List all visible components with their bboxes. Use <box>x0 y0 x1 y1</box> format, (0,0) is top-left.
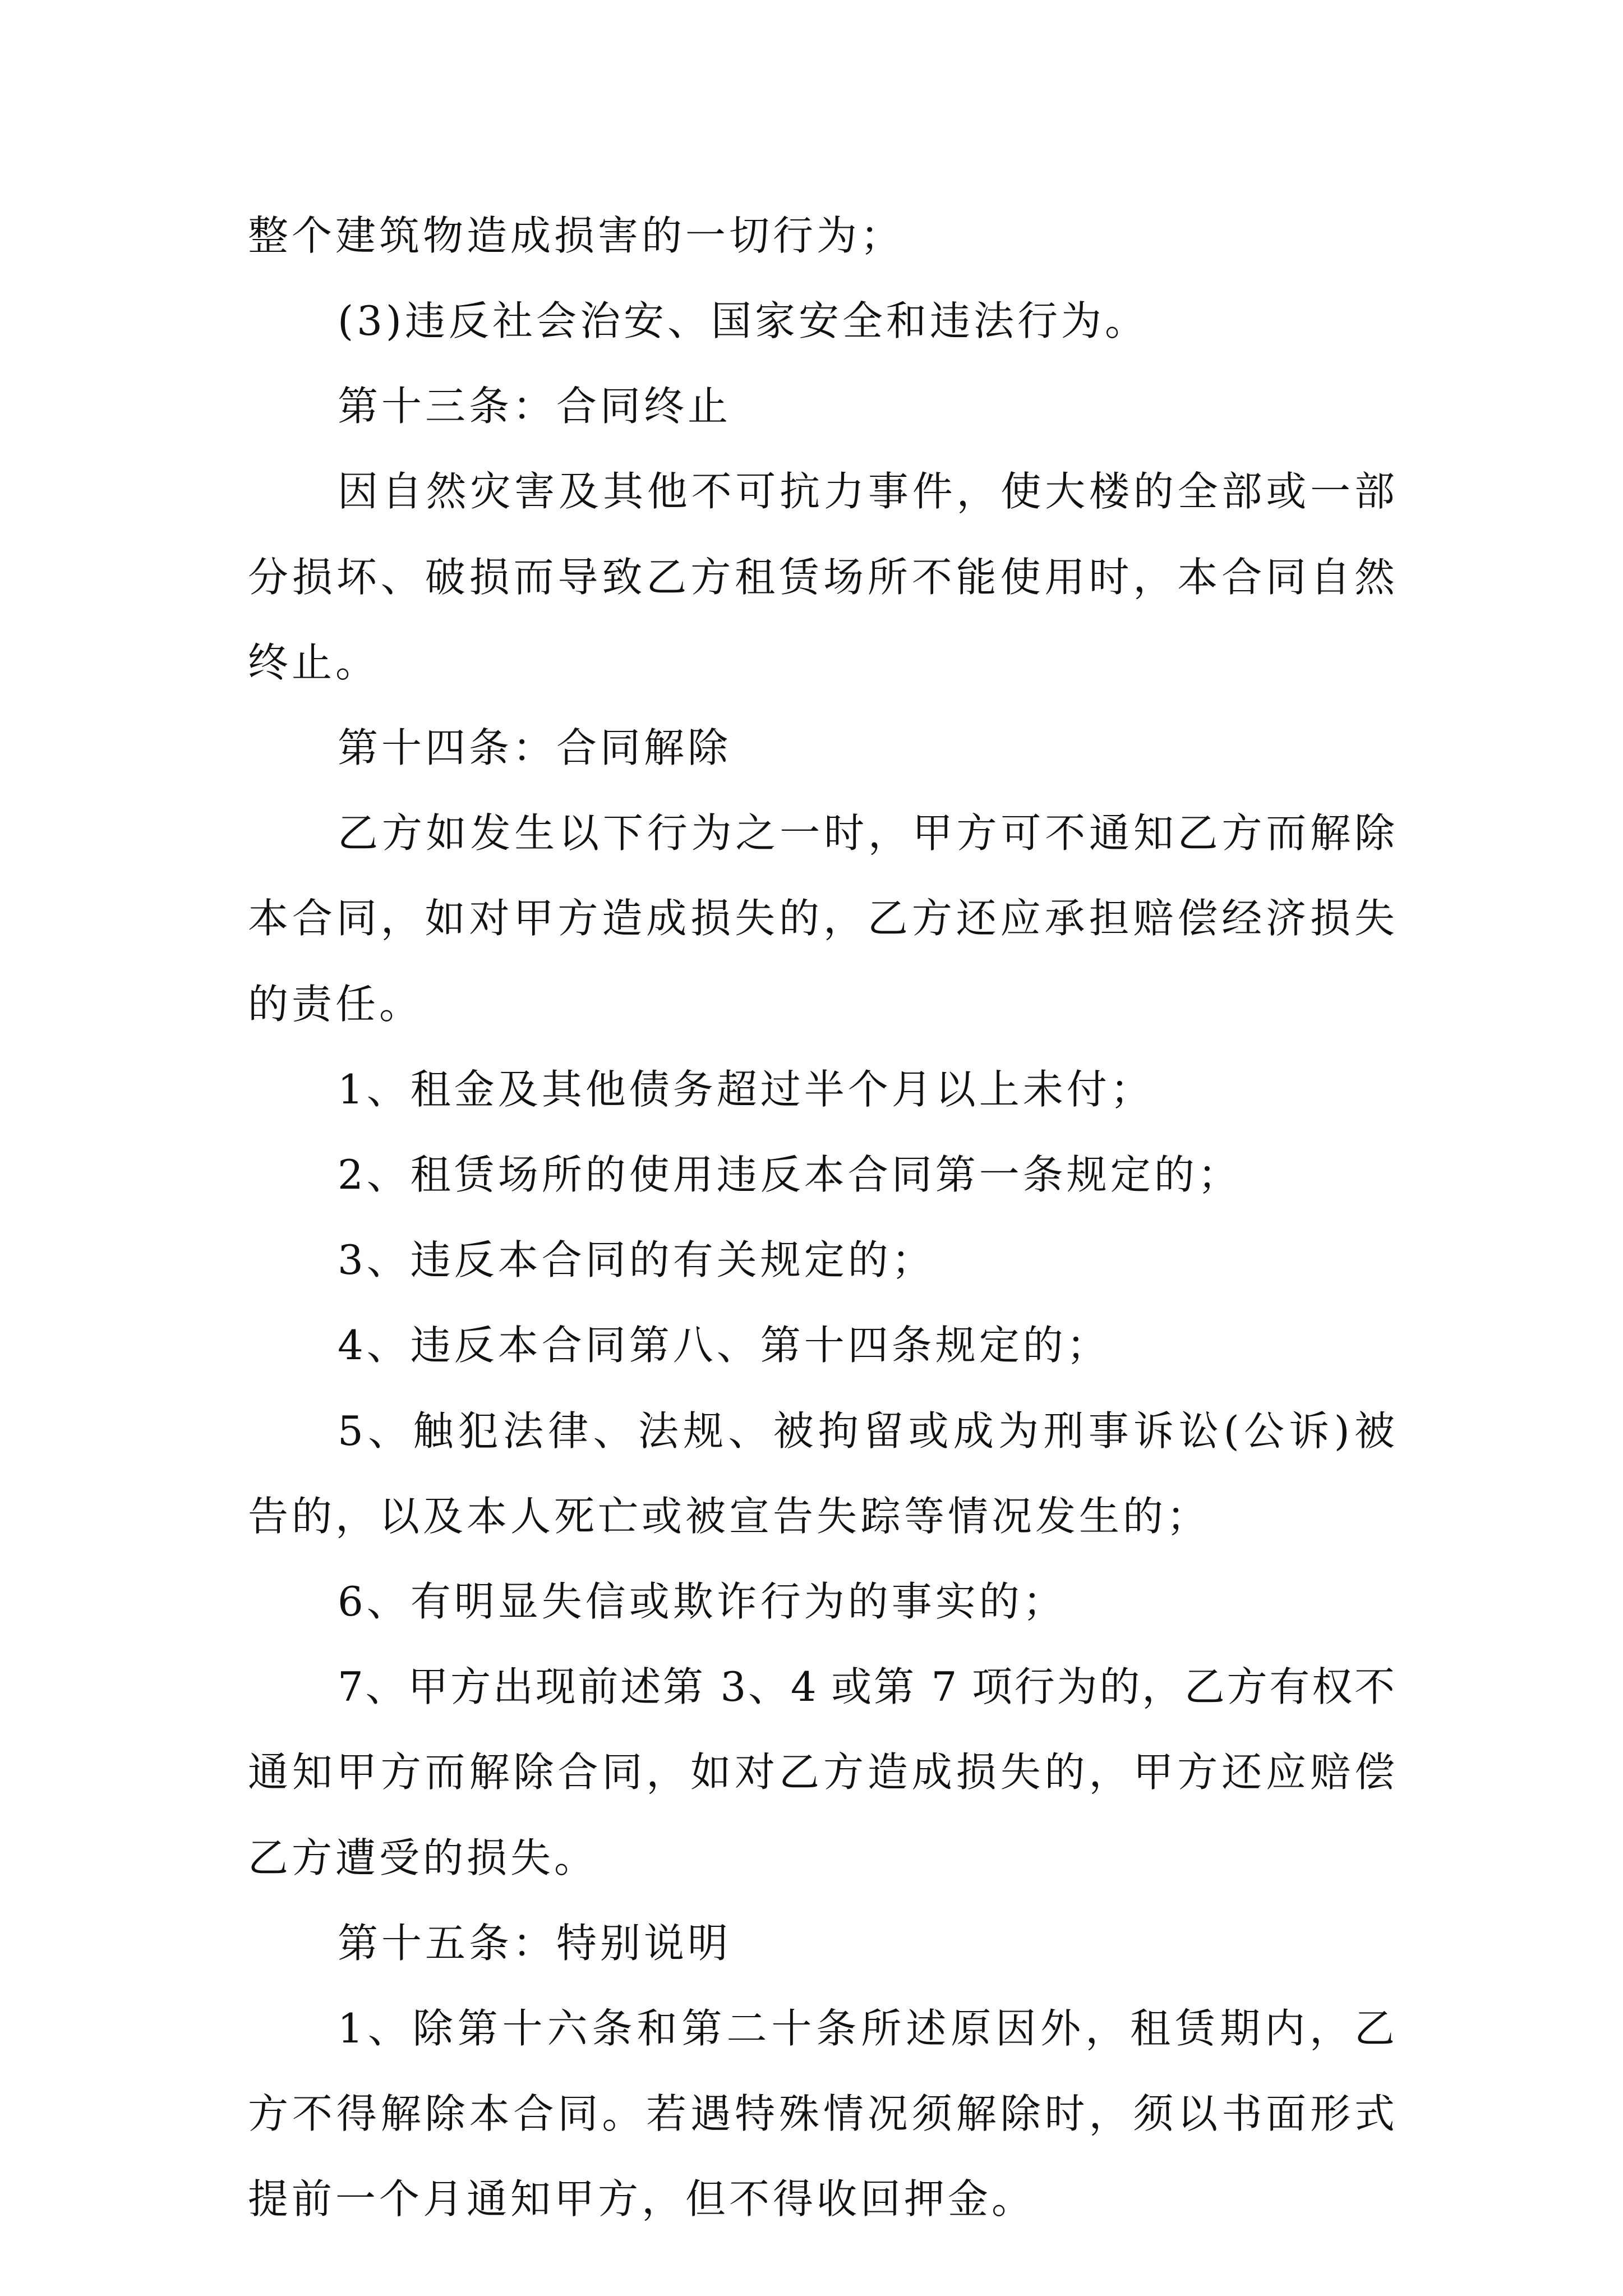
text-line: 终止。 <box>248 639 380 686</box>
text-line: 乙方如发生以下行为之一时，甲方可不通知乙方而解除 <box>338 809 1395 857</box>
text-line: 提前一个月通知甲方，但不得收回押金。 <box>248 2175 1036 2223</box>
section-heading: 第十三条：合同终止 <box>338 383 732 430</box>
list-item: 2、租赁场所的使用违反本合同第一条规定的； <box>338 1151 1242 1198</box>
list-item: 4、违反本合同第八、第十四条规定的； <box>338 1322 1110 1369</box>
text-line: 告的，以及本人死亡或被宣告失踪等情况发生的； <box>248 1493 1211 1540</box>
list-item: 1、租金及其他债务超过半个月以上未付； <box>338 1066 1154 1113</box>
text-line: (3)违反社会治安、国家安全和违法行为。 <box>338 297 1149 344</box>
text-line: 通知甲方而解除合同，如对乙方造成损失的，甲方还应赔偿 <box>248 1749 1395 1796</box>
text-line: 乙方遭受的损失。 <box>248 1834 598 1881</box>
section-heading: 第十五条：特别说明 <box>338 1920 732 1967</box>
text-line: 因自然灾害及其他不可抗力事件，使大楼的全部或一部 <box>338 468 1395 515</box>
list-item: 5、触犯法律、法规、被拘留或成为刑事诉讼(公诉)被 <box>338 1407 1395 1455</box>
list-item: 7、甲方出现前述第 3、4 或第 7 项行为的，乙方有权不 <box>338 1663 1395 1710</box>
list-item: 6、有明显失信或欺诈行为的事实的； <box>338 1578 1067 1625</box>
text-line: 分损坏、破损而导致乙方租赁场所不能使用时，本合同自然 <box>248 554 1395 601</box>
text-line: 本合同，如对甲方造成损失的，乙方还应承担赔偿经济损失 <box>248 895 1395 942</box>
list-item: 3、违反本合同的有关规定的； <box>338 1236 935 1283</box>
text-line: 方不得解除本合同。若遇特殊情况须解除时，须以书面形式 <box>248 2090 1395 2137</box>
text-line: 的责任。 <box>248 981 423 1028</box>
section-heading: 第十四条：合同解除 <box>338 724 732 771</box>
text-line: 整个建筑物造成损害的一切行为； <box>248 212 905 259</box>
list-item: 1、除第十六条和第二十条所述原因外，租赁期内，乙 <box>338 2005 1395 2052</box>
